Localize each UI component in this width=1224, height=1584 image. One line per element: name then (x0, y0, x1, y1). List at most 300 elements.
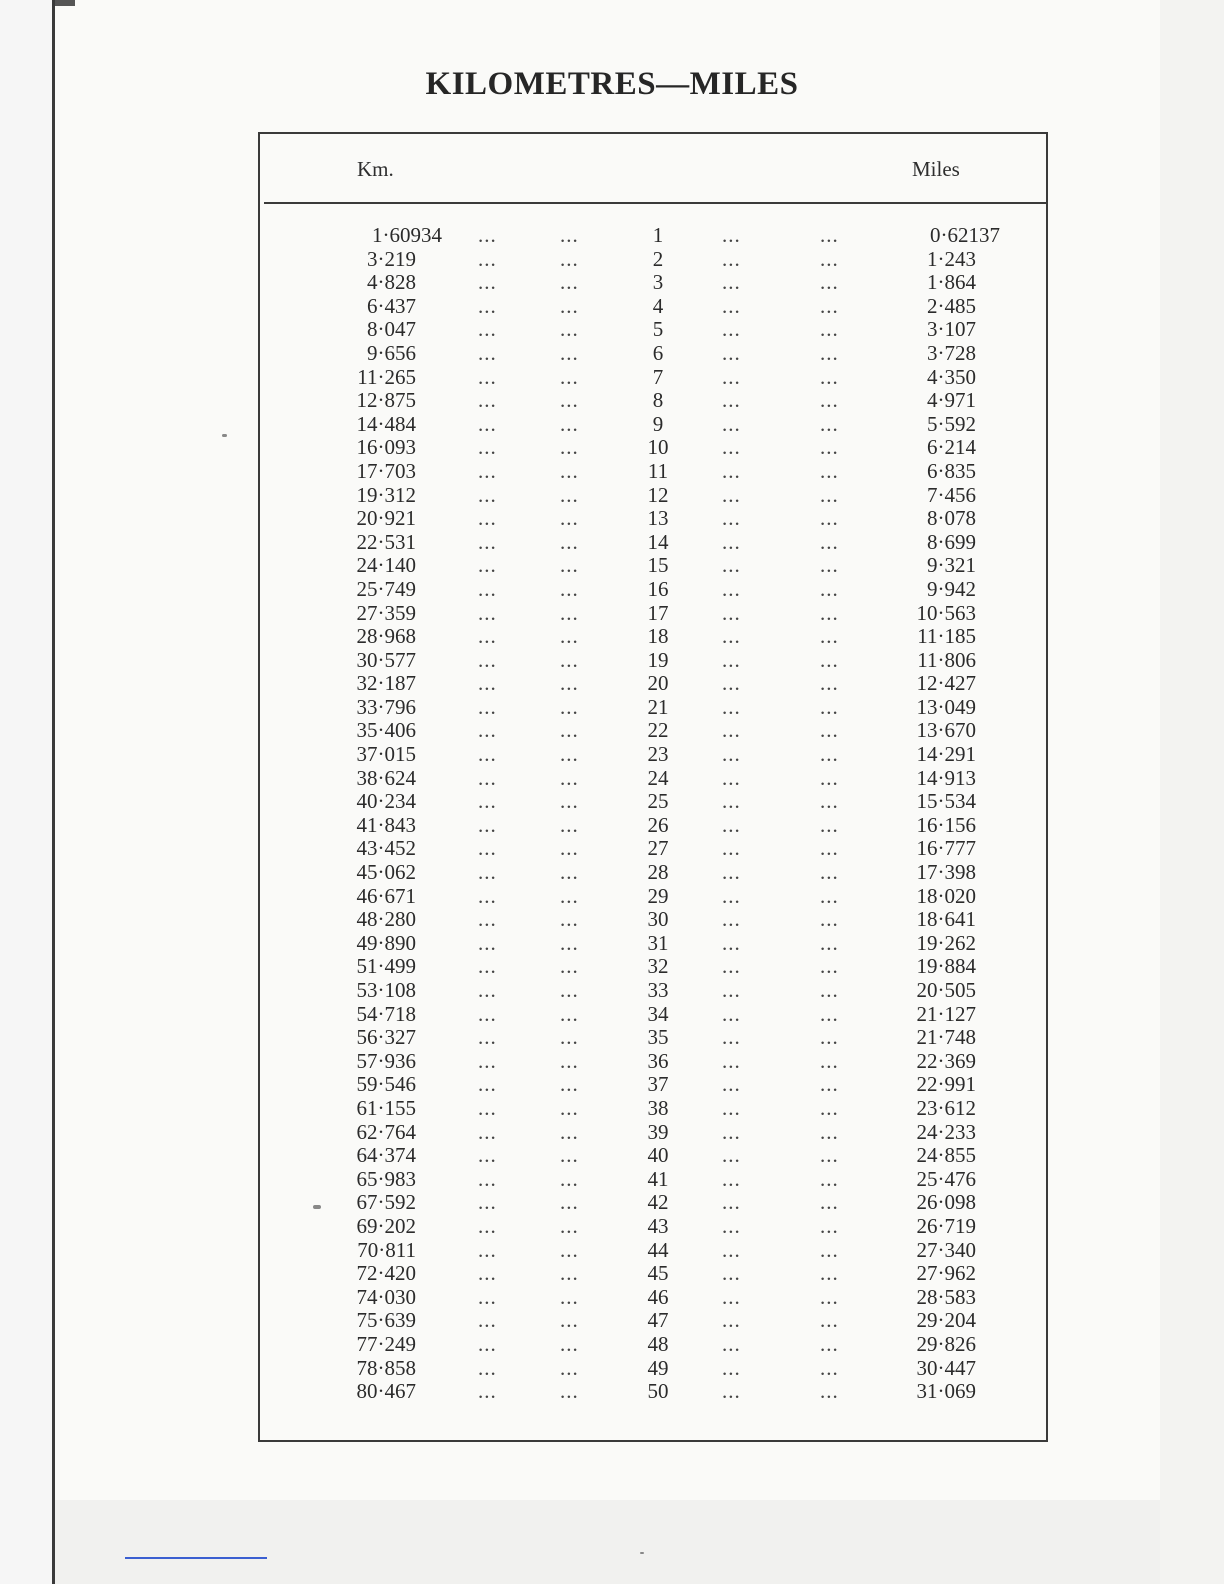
leader-dots: ... (478, 576, 497, 601)
leader-dots: ... (478, 270, 497, 295)
km-value: 70·811 (357, 1237, 416, 1262)
km-value: 56·327 (356, 1025, 416, 1050)
table-row (260, 814, 1046, 838)
miles-value: 16·777 (916, 836, 976, 861)
table-row (260, 790, 1046, 814)
scan-margin (0, 0, 52, 1584)
table-row (260, 484, 1046, 508)
unit-count: 40 (647, 1143, 669, 1168)
unit-count: 47 (647, 1308, 669, 1333)
leader-dots: ... (560, 978, 579, 1002)
table-row (260, 318, 1046, 342)
leader-dots: ... (478, 1025, 497, 1050)
scan-speck (313, 1205, 321, 1209)
leader-dots: ... (478, 317, 497, 342)
leader-dots: ... (560, 1308, 579, 1333)
table-row (260, 554, 1046, 578)
table-row (260, 767, 1046, 791)
leader-dots: ... (478, 435, 497, 460)
table-row (260, 837, 1046, 861)
leader-dots: ... (560, 506, 579, 531)
leader-dots: ... (478, 1308, 497, 1333)
unit-count: 18 (647, 624, 669, 649)
page-title: KILOMETRES—MILES (425, 66, 799, 102)
miles-value: 11·806 (917, 647, 976, 672)
leader-dots: ... (560, 458, 579, 483)
leader-dots: ... (722, 765, 741, 790)
km-value: 11·265 (357, 364, 416, 389)
miles-value: 21·127 (916, 1001, 976, 1026)
unit-count: 43 (647, 1213, 669, 1238)
km-value: 12·875 (356, 388, 416, 413)
leader-dots: ... (820, 435, 839, 460)
leader-dots: ... (560, 647, 579, 672)
km-value: 64·374 (356, 1143, 416, 1168)
leader-dots: ... (820, 388, 839, 413)
km-value: 19·312 (356, 482, 416, 507)
table-row (260, 295, 1046, 319)
table-row (260, 1168, 1046, 1192)
table-row (260, 389, 1046, 413)
table-row (260, 248, 1046, 272)
leader-dots: ... (820, 765, 839, 790)
leader-dots: ... (722, 1213, 741, 1238)
leader-dots: ... (722, 1143, 741, 1168)
leader-dots: ... (722, 600, 741, 625)
leader-dots: ... (722, 1379, 741, 1404)
leader-dots: ... (478, 978, 497, 1002)
table-row (260, 649, 1046, 673)
leader-dots: ... (722, 270, 741, 295)
km-value: 62·764 (356, 1119, 416, 1144)
miles-value: 28·583 (916, 1284, 976, 1309)
leader-dots: ... (820, 529, 839, 554)
leader-dots: ... (722, 647, 741, 672)
page-bottom-shadow (55, 1500, 1160, 1584)
leader-dots: ... (560, 435, 579, 460)
leader-dots: ... (722, 411, 741, 436)
unit-count: 37 (647, 1072, 669, 1097)
unit-count: 49 (647, 1355, 669, 1380)
leader-dots: ... (478, 1095, 497, 1120)
table-row (260, 366, 1046, 390)
leader-dots: ... (722, 718, 741, 743)
unit-count: 2 (652, 246, 664, 271)
leader-dots: ... (560, 529, 579, 554)
miles-value: 8·699 (927, 529, 976, 554)
table-row (260, 578, 1046, 602)
leader-dots: ... (560, 388, 579, 413)
table-row (260, 932, 1046, 956)
leader-dots: ... (722, 883, 741, 908)
km-value: 74·030 (356, 1284, 416, 1309)
table-row (260, 1262, 1046, 1286)
table-row (260, 1073, 1046, 1097)
miles-value: 23·612 (916, 1095, 976, 1120)
unit-count: 14 (647, 529, 669, 554)
leader-dots: ... (478, 223, 497, 247)
km-value: 78·858 (356, 1355, 416, 1380)
leader-dots: ... (722, 954, 741, 979)
leader-dots: ... (478, 836, 497, 861)
leader-dots: ... (722, 576, 741, 601)
km-value: 40·234 (356, 789, 416, 814)
leader-dots: ... (722, 1001, 741, 1026)
leader-dots: ... (820, 812, 839, 837)
km-value: 61·155 (356, 1095, 416, 1120)
miles-value: 6·835 (927, 458, 976, 483)
table-row (260, 1050, 1046, 1074)
scan-speck (640, 1552, 644, 1554)
leader-dots: ... (560, 246, 579, 271)
unit-count: 50 (647, 1379, 669, 1404)
km-value: 75·639 (356, 1308, 416, 1333)
unit-count: 41 (647, 1166, 669, 1191)
unit-count: 15 (647, 553, 669, 578)
leader-dots: ... (478, 364, 497, 389)
leader-dots: ... (560, 1072, 579, 1097)
table-row (260, 1003, 1046, 1027)
km-value: 4·828 (367, 270, 416, 295)
miles-value: 4·350 (927, 364, 976, 389)
leader-dots: ... (478, 506, 497, 531)
leader-dots: ... (722, 1190, 741, 1215)
unit-count: 48 (647, 1331, 669, 1356)
table-row (260, 1357, 1046, 1381)
leader-dots: ... (820, 1001, 839, 1026)
leader-dots: ... (722, 223, 741, 247)
km-value: 46·671 (356, 883, 416, 908)
leader-dots: ... (820, 411, 839, 436)
miles-value: 27·340 (916, 1237, 976, 1262)
km-value: 17·703 (356, 458, 416, 483)
unit-count: 35 (647, 1025, 669, 1050)
unit-count: 25 (647, 789, 669, 814)
leader-dots: ... (820, 1379, 839, 1404)
leader-dots: ... (722, 506, 741, 531)
leader-dots: ... (722, 742, 741, 767)
km-value: 22·531 (356, 529, 416, 554)
leader-dots: ... (560, 1284, 579, 1309)
table-row (260, 625, 1046, 649)
leader-dots: ... (722, 1025, 741, 1050)
table-row (260, 861, 1046, 885)
table-row (260, 1026, 1046, 1050)
leader-dots: ... (478, 340, 497, 365)
km-value: 77·249 (356, 1331, 416, 1356)
miles-value: 10·563 (916, 600, 976, 625)
unit-count: 4 (652, 293, 664, 318)
leader-dots: ... (478, 954, 497, 979)
leader-dots: ... (478, 529, 497, 554)
leader-dots: ... (820, 1095, 839, 1120)
leader-dots: ... (820, 246, 839, 271)
unit-count: 33 (647, 978, 669, 1002)
leader-dots: ... (820, 506, 839, 531)
leader-dots: ... (820, 1213, 839, 1238)
km-value: 30·577 (356, 647, 416, 672)
table-row (260, 602, 1046, 626)
table-row (260, 342, 1046, 366)
scan-speck (222, 434, 227, 437)
leader-dots: ... (560, 270, 579, 295)
leader-dots: ... (560, 671, 579, 696)
unit-count: 26 (647, 812, 669, 837)
leader-dots: ... (560, 1261, 579, 1286)
leader-dots: ... (560, 718, 579, 743)
miles-value: 1·864 (927, 270, 976, 295)
miles-value: 22·991 (916, 1072, 976, 1097)
km-value: 72·420 (356, 1261, 416, 1286)
miles-value: 17·398 (916, 860, 976, 885)
unit-count: 5 (652, 317, 664, 342)
leader-dots: ... (560, 1025, 579, 1050)
km-value: 67·592 (356, 1190, 416, 1215)
unit-count: 46 (647, 1284, 669, 1309)
leader-dots: ... (722, 624, 741, 649)
leader-dots: ... (820, 1072, 839, 1097)
leader-dots: ... (820, 671, 839, 696)
leader-dots: ... (820, 789, 839, 814)
table-row (260, 1215, 1046, 1239)
leader-dots: ... (722, 293, 741, 318)
leader-dots: ... (820, 553, 839, 578)
miles-value: 19·262 (916, 930, 976, 955)
leader-dots: ... (820, 1308, 839, 1333)
leader-dots: ... (478, 1048, 497, 1073)
unit-count: 8 (652, 388, 664, 413)
leader-dots: ... (722, 553, 741, 578)
scan-blue-line (125, 1557, 267, 1559)
km-value: 54·718 (356, 1001, 416, 1026)
leader-dots: ... (478, 883, 497, 908)
leader-dots: ... (560, 907, 579, 932)
leader-dots: ... (478, 1237, 497, 1262)
leader-dots: ... (820, 1261, 839, 1286)
km-value: 37·015 (356, 742, 416, 767)
miles-value: 31·069 (916, 1379, 976, 1404)
miles-value: 13·670 (916, 718, 976, 743)
leader-dots: ... (560, 883, 579, 908)
leader-dots: ... (478, 293, 497, 318)
leader-dots: ... (722, 694, 741, 719)
leader-dots: ... (820, 907, 839, 932)
leader-dots: ... (560, 789, 579, 814)
miles-value: 24·233 (916, 1119, 976, 1144)
leader-dots: ... (560, 836, 579, 861)
table-row (260, 719, 1046, 743)
leader-dots: ... (560, 1237, 579, 1262)
leader-dots: ... (560, 576, 579, 601)
leader-dots: ... (560, 1331, 579, 1356)
table-row (260, 1239, 1046, 1263)
leader-dots: ... (560, 1190, 579, 1215)
table-row (260, 531, 1046, 555)
leader-dots: ... (722, 364, 741, 389)
leader-dots: ... (820, 883, 839, 908)
miles-value: 15·534 (916, 789, 976, 814)
table-row (260, 1191, 1046, 1215)
miles-value: 16·156 (916, 812, 976, 837)
miles-value: 25·476 (916, 1166, 976, 1191)
km-value: 43·452 (356, 836, 416, 861)
km-value: 16·093 (356, 435, 416, 460)
leader-dots: ... (820, 694, 839, 719)
leader-dots: ... (478, 388, 497, 413)
leader-dots: ... (722, 317, 741, 342)
miles-value: 22·369 (916, 1048, 976, 1073)
leader-dots: ... (820, 482, 839, 507)
leader-dots: ... (478, 1072, 497, 1097)
unit-count: 16 (647, 576, 669, 601)
leader-dots: ... (560, 812, 579, 837)
leader-dots: ... (478, 1261, 497, 1286)
unit-count: 22 (647, 718, 669, 743)
table-row (260, 1144, 1046, 1168)
table-row (260, 908, 1046, 932)
unit-count: 20 (647, 671, 669, 696)
leader-dots: ... (478, 246, 497, 271)
miles-value: 29·204 (916, 1308, 976, 1333)
leader-dots: ... (560, 482, 579, 507)
km-value: 32·187 (356, 671, 416, 696)
unit-count: 17 (647, 600, 669, 625)
leader-dots: ... (560, 1166, 579, 1191)
leader-dots: ... (560, 765, 579, 790)
miles-value: 11·185 (917, 624, 976, 649)
header-rule (264, 202, 1046, 204)
leader-dots: ... (722, 860, 741, 885)
leader-dots: ... (722, 1308, 741, 1333)
leader-dots: ... (722, 978, 741, 1002)
leader-dots: ... (560, 1048, 579, 1073)
leader-dots: ... (560, 1001, 579, 1026)
miles-value: 9·321 (927, 553, 976, 578)
table-row (260, 1309, 1046, 1333)
leader-dots: ... (820, 954, 839, 979)
leader-dots: ... (722, 482, 741, 507)
km-value: 69·202 (356, 1213, 416, 1238)
miles-value: 19·884 (916, 954, 976, 979)
leader-dots: ... (560, 1379, 579, 1404)
miles-value: 6·214 (927, 435, 976, 460)
miles-value: 20·505 (916, 978, 976, 1002)
miles-value: 29·826 (916, 1331, 976, 1356)
leader-dots: ... (560, 624, 579, 649)
leader-dots: ... (722, 1166, 741, 1191)
leader-dots: ... (560, 930, 579, 955)
table-row (260, 413, 1046, 437)
leader-dots: ... (820, 836, 839, 861)
leader-dots: ... (560, 954, 579, 979)
leader-dots: ... (560, 600, 579, 625)
leader-dots: ... (478, 1213, 497, 1238)
leader-dots: ... (722, 1095, 741, 1120)
leader-dots: ... (478, 789, 497, 814)
leader-dots: ... (560, 742, 579, 767)
km-value: 14·484 (356, 411, 416, 436)
leader-dots: ... (820, 1119, 839, 1144)
leader-dots: ... (722, 789, 741, 814)
leader-dots: ... (478, 812, 497, 837)
unit-count: 23 (647, 742, 669, 767)
km-value: 38·624 (356, 765, 416, 790)
leader-dots: ... (478, 860, 497, 885)
leader-dots: ... (820, 317, 839, 342)
table-row (260, 1286, 1046, 1310)
unit-count: 6 (652, 340, 664, 365)
unit-count: 28 (647, 860, 669, 885)
leader-dots: ... (560, 364, 579, 389)
miles-value: 3·107 (927, 317, 976, 342)
miles-value: 0·62137 (930, 223, 1000, 247)
miles-value: 2·485 (927, 293, 976, 318)
leader-dots: ... (820, 1331, 839, 1356)
km-value: 65·983 (356, 1166, 416, 1191)
table-row (260, 507, 1046, 531)
leader-dots: ... (478, 411, 497, 436)
km-value: 8·047 (367, 317, 416, 342)
table-row (260, 460, 1046, 484)
miles-value: 9·942 (927, 576, 976, 601)
leader-dots: ... (560, 1355, 579, 1380)
leader-dots: ... (722, 836, 741, 861)
leader-dots: ... (722, 671, 741, 696)
unit-count: 44 (647, 1237, 669, 1262)
unit-count: 42 (647, 1190, 669, 1215)
leader-dots: ... (722, 1072, 741, 1097)
unit-count: 1 (652, 223, 664, 247)
unit-count: 10 (647, 435, 669, 460)
unit-count: 38 (647, 1095, 669, 1120)
table-row (260, 1097, 1046, 1121)
km-value: 41·843 (356, 812, 416, 837)
table-row (260, 224, 1046, 248)
km-value: 6·437 (367, 293, 416, 318)
leader-dots: ... (560, 694, 579, 719)
leader-dots: ... (560, 317, 579, 342)
table-row (260, 696, 1046, 720)
leader-dots: ... (478, 1190, 497, 1215)
miles-column-header: Miles (912, 157, 960, 181)
km-value: 25·749 (356, 576, 416, 601)
leader-dots: ... (820, 1190, 839, 1215)
miles-value: 24·855 (916, 1143, 976, 1168)
table-row (260, 672, 1046, 696)
leader-dots: ... (820, 223, 839, 247)
leader-dots: ... (560, 1143, 579, 1168)
leader-dots: ... (478, 624, 497, 649)
unit-count: 45 (647, 1261, 669, 1286)
leader-dots: ... (478, 718, 497, 743)
leader-dots: ... (722, 1237, 741, 1262)
leader-dots: ... (722, 1119, 741, 1144)
unit-count: 12 (647, 482, 669, 507)
leader-dots: ... (722, 1261, 741, 1286)
unit-count: 31 (647, 930, 669, 955)
leader-dots: ... (478, 765, 497, 790)
miles-value: 18·020 (916, 883, 976, 908)
leader-dots: ... (820, 1284, 839, 1309)
unit-count: 24 (647, 765, 669, 790)
leader-dots: ... (820, 1166, 839, 1191)
leader-dots: ... (560, 1213, 579, 1238)
table-row (260, 885, 1046, 909)
leader-dots: ... (722, 1331, 741, 1356)
leader-dots: ... (722, 340, 741, 365)
leader-dots: ... (722, 930, 741, 955)
leader-dots: ... (820, 624, 839, 649)
